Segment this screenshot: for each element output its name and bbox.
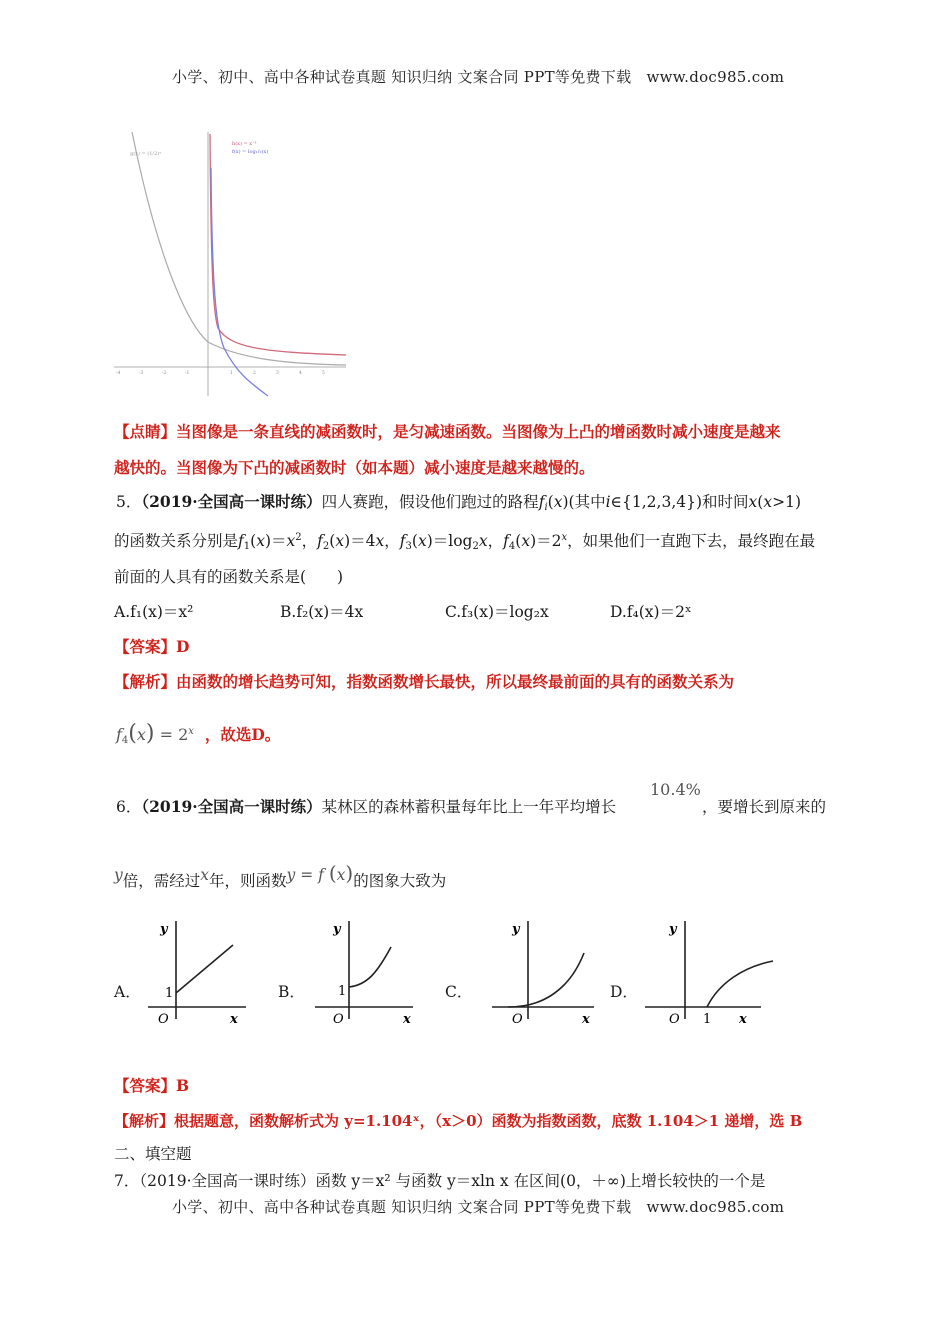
q6-line2-a: 倍，需经过 bbox=[122, 872, 201, 890]
analysis-tail: ，故选D。 bbox=[204, 725, 281, 744]
option-b-label: B. bbox=[280, 603, 297, 621]
svg-text:x: x bbox=[582, 1012, 590, 1027]
q5-answer bbox=[114, 636, 189, 658]
option-d-text: f₄(x)＝2ˣ bbox=[626, 603, 692, 621]
q5-line2-b: ，如果他们一直跑下去，最终跑在最 bbox=[567, 532, 816, 550]
svg-text:y: y bbox=[160, 922, 168, 937]
q6-line1 bbox=[116, 796, 616, 818]
analysis-label: 【解析】 bbox=[114, 1112, 175, 1130]
tick-label: 3 bbox=[276, 371, 279, 376]
q5-line1: 5．（2019·全国高一课时练）四人赛跑，假设他们跑过的路程$f_i(x)$(其中i∈{1,2,3,4})和时间x(x>1) bbox=[116, 492, 801, 513]
legend-h: h(x) = x⁻¹ bbox=[232, 141, 257, 147]
q6-number: 6． bbox=[116, 798, 142, 816]
dianjing-line2: 越快的。当图像为下凸的减函数时（如本题）减小速度是越来越慢的。 bbox=[114, 458, 595, 477]
option-b-text: f₂(x)＝4x bbox=[296, 603, 364, 621]
q5-analysis bbox=[114, 671, 734, 693]
answer-label: 【答案】 bbox=[114, 1076, 177, 1095]
q6-line2: y倍，需经过x年，则函数y = f (x)的图象大致为 bbox=[114, 861, 447, 890]
answer-value: D bbox=[176, 637, 190, 656]
q6-analysis bbox=[114, 1110, 802, 1132]
banner-url[interactable]: www.doc985.com bbox=[646, 68, 785, 86]
q6-source: （2019·全国高一课时练） bbox=[141, 797, 322, 816]
banner-text: 小学、初中、高中各种试卷真题 知识归纳 文案合同 PPT等免费下载 bbox=[172, 68, 632, 86]
option-a-label: A. bbox=[114, 603, 131, 621]
tick-label: -3 bbox=[139, 371, 144, 376]
option-c-label: C. bbox=[445, 603, 462, 621]
curve-h bbox=[210, 134, 346, 355]
svg-text:O: O bbox=[333, 1012, 344, 1027]
q6-stem-a: 某林区的森林蓄积量每年比上一年平均增长 bbox=[321, 798, 617, 816]
option-d-label: D. bbox=[610, 603, 627, 621]
q5-analysis-formula: $f_4(x) = 2^x$ ，故选D。 bbox=[116, 721, 281, 746]
banner-url[interactable]: www.doc985.com bbox=[646, 1198, 785, 1216]
svg-text:1: 1 bbox=[165, 986, 174, 1001]
q6-stem-b: ，要增长到原来的 bbox=[702, 798, 827, 816]
analysis-label: 【解析】 bbox=[114, 672, 177, 691]
header-banner bbox=[172, 66, 784, 87]
answer-value: B bbox=[176, 1076, 190, 1095]
q6-graph-d[interactable] bbox=[643, 915, 783, 1027]
graph-d-curve bbox=[707, 961, 773, 1007]
q7-text: （2019·全国高一课时练）函数 y＝x² 与函数 y＝xln x 在区间(0，＋∞)上增长较快的一个是 bbox=[139, 1172, 766, 1190]
svg-text:y: y bbox=[512, 922, 520, 937]
curve-f bbox=[211, 168, 268, 396]
dianjing-text1: 当图像是一条直线的减函数时，是匀减速函数。当图像为上凸的增函数时减小速度是越来 bbox=[176, 422, 781, 441]
q6-option-c-label[interactable]: C． bbox=[445, 983, 473, 1001]
q6-answer bbox=[114, 1075, 189, 1097]
q5-stem-d: >1) bbox=[772, 493, 801, 511]
analysis-text: 根据题意，函数解析式为 y=1.104ˣ，（x＞0）函数为指数函数，底数 1.104＞1 递增，选 B bbox=[174, 1112, 803, 1130]
tick-label: -1 bbox=[185, 371, 190, 376]
svg-text:x: x bbox=[739, 1012, 747, 1027]
q5-stem-b: (其中 bbox=[568, 493, 606, 511]
tick-label: -4 bbox=[116, 371, 121, 376]
function-graph bbox=[112, 128, 350, 400]
answer-label: 【答案】 bbox=[114, 637, 177, 656]
q6-percent: 10.4% bbox=[650, 780, 701, 799]
curve-g bbox=[132, 132, 346, 365]
svg-text:x: x bbox=[403, 1012, 411, 1027]
option-a-text: f₁(x)＝x² bbox=[130, 603, 194, 621]
section-title: 二、填空题 bbox=[114, 1145, 192, 1163]
q5-stem-c: ∈{1,2,3,4})和时间 bbox=[610, 493, 749, 511]
banner-text: 小学、初中、高中各种试卷真题 知识归纳 文案合同 PPT等免费下载 bbox=[172, 1198, 632, 1216]
graph-c-curve bbox=[508, 953, 584, 1007]
q5-option-b[interactable] bbox=[280, 601, 363, 623]
svg-text:1: 1 bbox=[338, 984, 347, 999]
q5-source: （2019·全国高一课时练） bbox=[141, 492, 322, 511]
q6-line2-b: 年，则函数 bbox=[209, 872, 287, 890]
q5-option-a[interactable] bbox=[114, 601, 193, 623]
svg-text:y: y bbox=[333, 922, 341, 937]
tick-label: 1 bbox=[230, 371, 233, 376]
option-c-text: f₃(x)＝log₂x bbox=[461, 603, 549, 621]
dianjing-line1 bbox=[114, 421, 781, 443]
q6-line2-c: 的图象大致为 bbox=[353, 872, 447, 890]
svg-text:y: y bbox=[669, 922, 677, 937]
tick-label: -2 bbox=[162, 371, 167, 376]
q6-graph-a[interactable] bbox=[138, 915, 250, 1027]
q6-graph-b[interactable] bbox=[305, 915, 417, 1027]
q5-option-d[interactable] bbox=[610, 601, 692, 623]
svg-text:1: 1 bbox=[703, 1012, 712, 1027]
q5-stem-a: 四人赛跑，假设他们跑过的路程 bbox=[321, 493, 539, 511]
q5-line2-a: 的函数关系分别是 bbox=[114, 532, 239, 550]
dianjing-label: 【点睛】 bbox=[114, 422, 177, 441]
q5-line3: 前面的人具有的函数关系是( ) bbox=[114, 568, 344, 586]
q7-number: 7． bbox=[114, 1172, 140, 1190]
x-tick-labels bbox=[116, 370, 325, 376]
svg-text:O: O bbox=[158, 1012, 169, 1027]
graph-a-line bbox=[176, 945, 233, 993]
q7-line1 bbox=[114, 1170, 765, 1192]
q6-option-a-label[interactable]: A． bbox=[114, 983, 141, 1001]
graph-b-curve bbox=[349, 947, 391, 987]
tick-label: 4 bbox=[299, 371, 302, 376]
analysis-text: 由函数的增长趋势可知，指数函数增长最快，所以最终最前面的具有的函数关系为 bbox=[176, 672, 735, 691]
svg-text:O: O bbox=[669, 1012, 680, 1027]
tick-label: 2 bbox=[253, 371, 256, 376]
svg-text:x: x bbox=[230, 1012, 238, 1027]
legend-f: f(x) = log₁/₂(x) bbox=[232, 149, 269, 155]
q6-graph-c[interactable] bbox=[486, 915, 598, 1027]
q5-line2: 的函数关系分别是$f_1(x)=x^2$，$f_2(x)=4x$，$f_3(x)=\log_2x$，$f_4(x)=2^x$，如果他们一直跑下去，最终跑在最 bbox=[114, 532, 816, 552]
q5-number: 5． bbox=[116, 493, 142, 511]
q6-option-d-label[interactable]: D． bbox=[610, 983, 638, 1001]
legend-g: g(x) = (1/2)ˣ bbox=[130, 151, 162, 157]
tick-label: 5 bbox=[322, 371, 325, 376]
q6-option-b-label[interactable]: B． bbox=[278, 983, 305, 1001]
footer-banner bbox=[172, 1196, 784, 1217]
svg-text:O: O bbox=[512, 1012, 523, 1027]
q5-option-c[interactable] bbox=[445, 601, 549, 623]
